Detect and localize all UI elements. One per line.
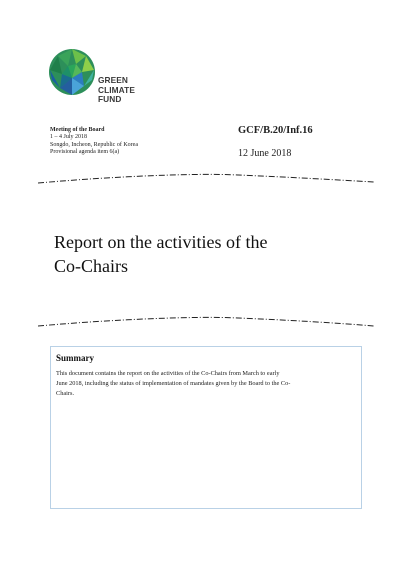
logo-word-green: GREEN xyxy=(98,75,129,85)
logo-wordmark xyxy=(98,76,135,105)
summary-line1: This document contains the report on the activities of the Co-Chairs from March to early xyxy=(56,370,280,377)
agenda-item: Provisional agenda item 6(a) xyxy=(50,149,120,156)
summary-box xyxy=(50,346,362,509)
summary-heading: Summary xyxy=(56,353,94,363)
page-title-line1: Report on the activities of the xyxy=(54,232,268,252)
document-id: GCF/B.20/Inf.16 xyxy=(238,125,313,136)
logo-word-fund: FUND xyxy=(98,94,122,104)
meeting-title: Meeting of the Board xyxy=(50,127,105,133)
summary-line2: June 2018, including the status of implementation of mandates given by the Board to the Co- xyxy=(56,380,291,387)
meeting-location: Songdo, Incheon, Republic of Korea xyxy=(50,141,138,148)
globe-icon xyxy=(48,48,96,96)
summary-text xyxy=(56,369,356,399)
page-title-line2: Co-Chairs xyxy=(54,256,128,276)
meeting-info xyxy=(50,127,138,157)
meeting-dates: 1 – 4 July 2018 xyxy=(50,134,88,141)
divider-curve-bottom xyxy=(38,315,374,329)
divider-curve-top xyxy=(38,172,374,186)
summary-line3: Chairs. xyxy=(56,390,75,397)
page-title xyxy=(54,230,364,278)
logo-word-climate: CLIMATE xyxy=(98,84,135,95)
document-date: 12 June 2018 xyxy=(238,148,292,159)
